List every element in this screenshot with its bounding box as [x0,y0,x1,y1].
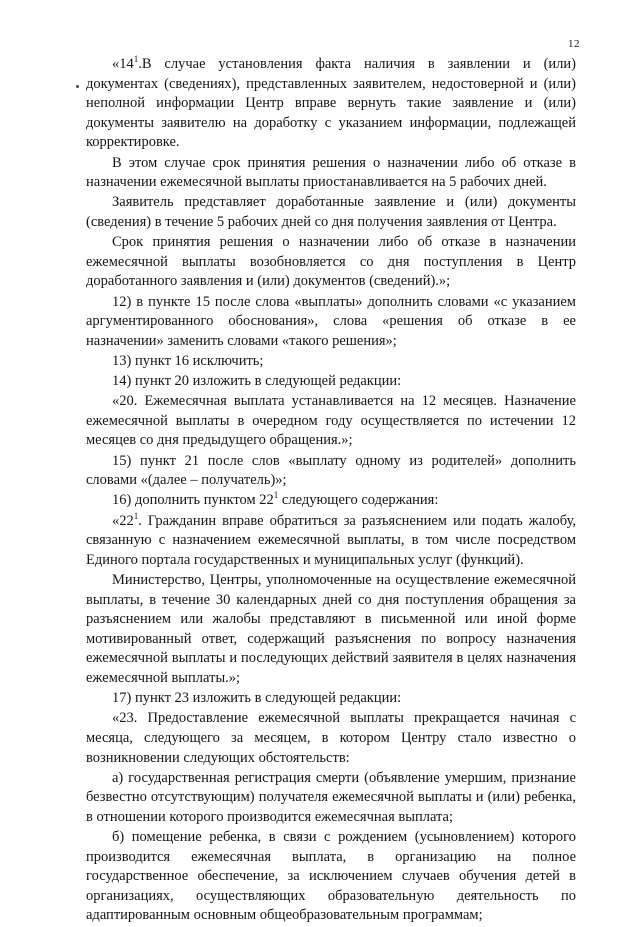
paragraph-23: «23. Предоставление ежемесячной выплаты прекращается начиная с месяца, следующего за месяцем, в котором Центру стало известно о возникновении следующих обстоятельств: [86,710,576,766]
paragraph-suspension: В этом случае срок принятия решения о назначении либо об отказе в назначении ежемесячной выплаты приостанавливается на 5 рабочих дней. [86,154,576,191]
subitem-b: б) помещение ребенка, в связи с рождением (усыновлением) которого производится ежемесячная выплата, в организацию на полное государственное обеспечение, за исключением случаев обучения детей в организациях, осуществляющих образовательную деятельность по адаптированным основным общеобразовательным программам; [86,829,576,924]
paragraph-22-1: «$22^1$. Гражданин вправе обратиться за разъяснением или подать жалобу, связанную с назначением ежемесячной выплаты, в том числе посредством Единого портала государственных и муниципальных услуг (функций). [86,510,576,568]
document-body [86,55,576,927]
scan-speck [76,85,79,88]
amendment-14: 14) пункт 20 изложить в следующей редакции: [112,373,402,390]
paragraph-resubmission: Заявитель представляет доработанные заявление и (или) документы (сведения) в течение 5 рабочих дней со дня получения заявления от Центра. [86,194,576,230]
page-number: 12 [568,38,580,50]
paragraph-14-1: «$14^1.В$ случае установления факта наличия в заявлении и (или) документах (сведениях), представленных заявителем, недостоверной и (или) неполной информации Центр вправе вернуть такие заявление и (или) документы заявителю на доработку с указанием информации, подлежащей корректировке. [86,54,576,151]
amendment-15: 15) пункт 21 после слов «выплату одному из родителей» дополнить словами «(далее – получатель)»; [86,452,576,489]
amendment-16: 16) дополнить пунктом $22^1$ следующего содержания: [112,490,439,509]
amendment-13: 13) пункт 16 исключить; [112,352,264,369]
paragraph-resumption: Срок принятия решения о назначении либо об отказе в назначении ежемесячной выплаты возобновляется со дня поступления в Центр доработанного заявления и (или) документов (сведений).»; [86,234,576,290]
amendment-17: 17) пункт 23 изложить в следующей редакции: [112,690,402,707]
subitem-a: а) государственная регистрация смерти (объявление умершим, признание безвестно отсутствующим) получателя ежемесячной выплаты и (или) ребенка, в отношении которого производится ежемесячная выплата; [86,769,576,825]
amendment-12: 12) в пункте 15 после слова «выплаты» дополнить словами «с указанием аргументированного обоснования», слова «решения об отказе в ее назначении» заменить словами «такого решения»; [86,293,576,349]
paragraph-ministry-response: Министерство, Центры, уполномоченные на осуществление ежемесячной выплаты, в течение 30 календарных дней со дня поступления обращения за разъяснением или жалобы представляют в письменной или иной форме мотивированный ответ, содержащий разъяснения по вопросу назначения ежемесячной выплаты и последующих действий заявителя в целях назначения ежемесячной выплаты.»; [86,571,576,686]
paragraph-20: «20. Ежемесячная выплата устанавливается на 12 месяцев. Назначение ежемесячной выплаты в очередном году осуществляется по истечении 12 месяцев со дня предыдущего обращения.»; [86,393,576,449]
